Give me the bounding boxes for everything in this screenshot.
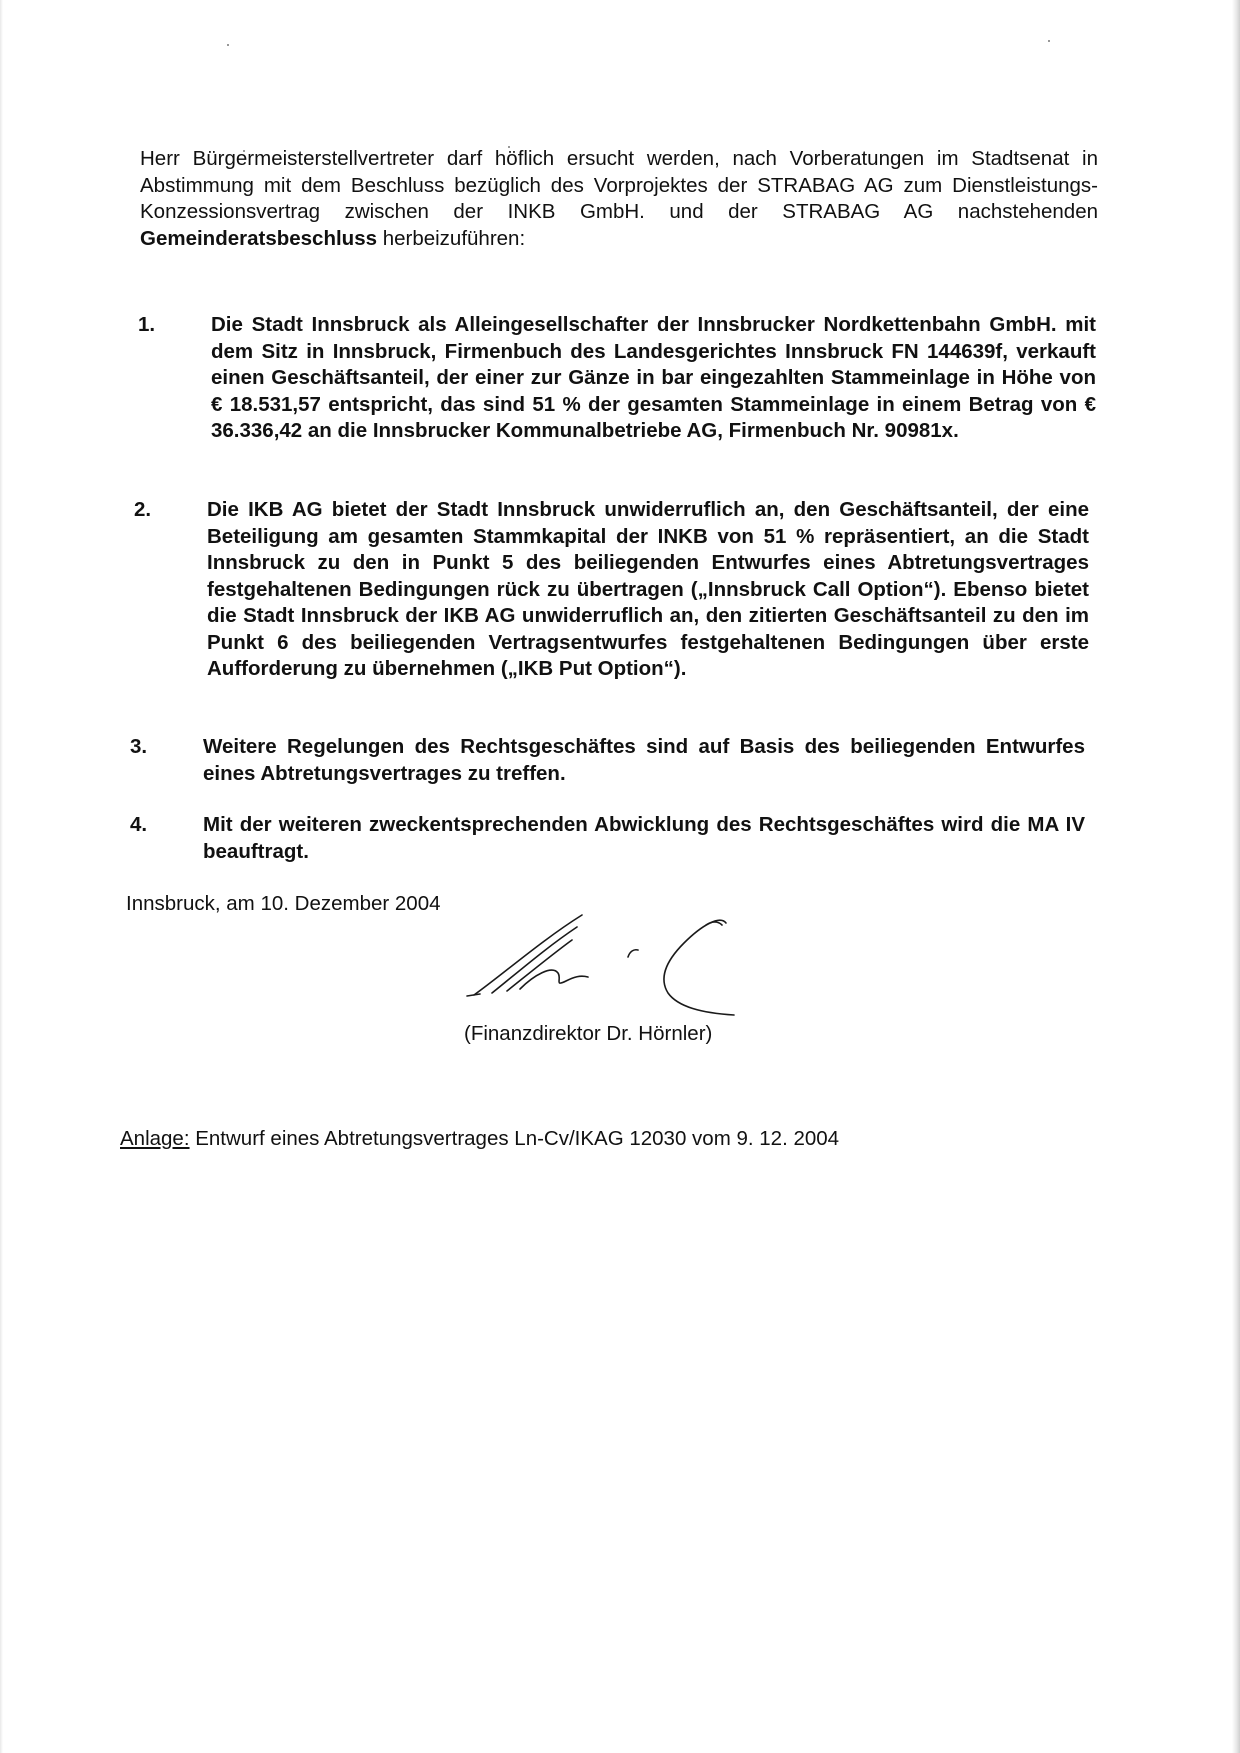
item-number: 4. [130, 813, 148, 836]
annex-line [120, 1126, 839, 1152]
item-text: Weitere Regelungen des Rechtsgeschäftes sind auf Basis des beiliegenden Entwurfes eines Abtretungsvertrages zu treffen. [203, 735, 1085, 785]
handwritten-signature [462, 895, 752, 1025]
intro-paragraph [140, 146, 1098, 252]
scan-speck [1048, 40, 1050, 42]
signatory-name: (Finanzdirektor Dr. Hörnler) [464, 1022, 713, 1045]
scan-edge-right [1232, 0, 1240, 1753]
intro-text-after: herbeizuführen: [377, 226, 526, 250]
item-number: 2. [134, 498, 152, 521]
item-text: Die IKB AG bietet der Stadt Innsbruck unwiderruflich an, den Geschäftsanteil, der eine Beteiligung am gesamten Stammkapital der INKB von 51 % repräsentiert, an die Stadt Innsbruck zu den in Punkt 5 des beiliegenden Entwurfes eines Abtretungsvertrages festgehaltenen Bedingungen rück zu übertragen („Innsbruck Call Option“). Ebenso bietet die Stadt Innsbruck der IKB AG unwiderruflich an, den zitierten Geschäftsanteil zu den im Punkt 6 des beiliegenden Vertragsentwurfes festgehaltenen Bedingungen über erste Aufforderung zu übernehmen („IKB Put Option“). [207, 498, 1089, 680]
scan-edge-left [0, 0, 3, 1753]
item-text: Die Stadt Innsbruck als Alleingesellschafter der Innsbrucker Nordkettenbahn GmbH. mit dem Sitz in Innsbruck, Firmenbuch des Landesgerichtes Innsbruck FN 144639f, verkauft einen Geschäftsanteil, der einer zur Gänze in bar eingezahlten Stammeinlage in Höhe von € 18.531,57 entspricht, das sind 51 % der gesamten Stammeinlage in einem Betrag von € 36.336,42 an die Innsbrucker Kommunalbetriebe AG, Firmenbuch Nr. 90981x. [211, 313, 1096, 442]
item-number: 3. [130, 735, 148, 758]
resolution-item-1 [138, 312, 1096, 445]
place-and-date: Innsbruck, am 10. Dezember 2004 [126, 892, 441, 915]
resolution-item-3 [130, 734, 1085, 787]
item-text: Mit der weiteren zweckentsprechenden Abwicklung des Rechtsgeschäftes wird die MA IV beauftragt. [203, 813, 1085, 863]
item-number: 1. [138, 313, 156, 336]
annex-text: Entwurf eines Abtretungsvertrages Ln-Cv/IKAG 12030 vom 9. 12. 2004 [189, 1127, 840, 1150]
scan-speck [227, 44, 229, 46]
annex-label: Anlage: [120, 1127, 190, 1150]
intro-text-before: Herr Bürgermeisterstellvertreter darf höflich ersucht werden, nach Vorberatungen im Stadtsenat in Abstimmung mit dem Beschluss bezüglich des Vorprojektes der STRABAG AG zum Dienstleistungs-Konzessionsvertrag zwischen der INKB GmbH. und der STRABAG AG nachstehenden [140, 147, 1098, 223]
resolution-item-2 [134, 497, 1089, 683]
intro-bold-term: Gemeinderatsbeschluss [140, 226, 377, 250]
resolution-item-4 [130, 812, 1085, 865]
